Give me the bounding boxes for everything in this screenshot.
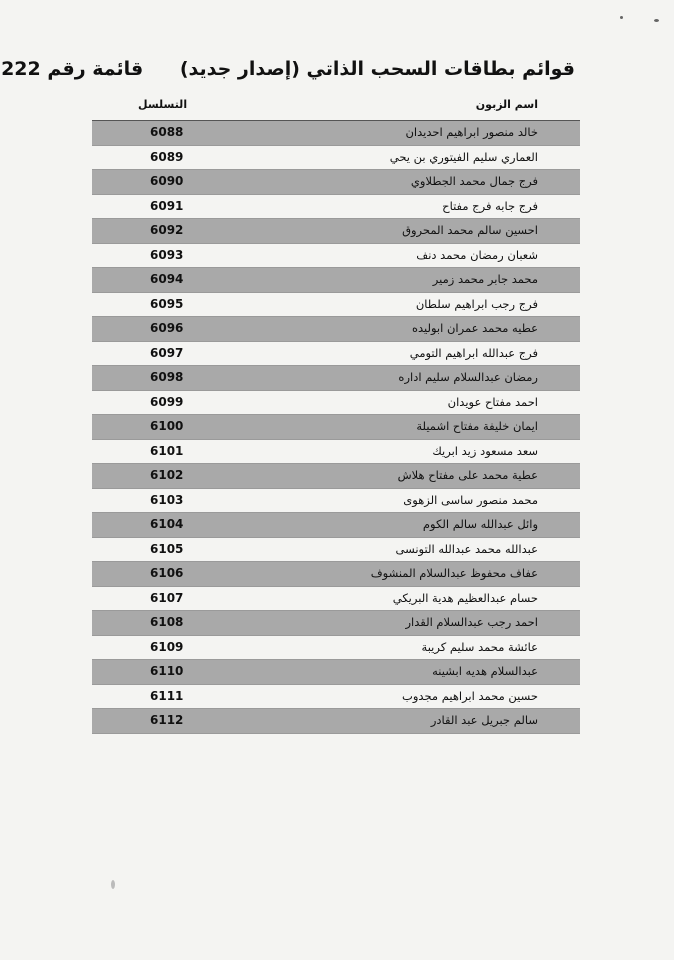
- serial-number: 6107: [150, 590, 184, 605]
- table-row: [92, 611, 580, 636]
- table-row: [92, 268, 580, 293]
- table-row: [92, 587, 580, 612]
- serial-number: 6100: [150, 419, 184, 433]
- serial-number: 6112: [150, 713, 184, 727]
- table-row: [92, 513, 580, 538]
- serial-number: 6090: [150, 174, 184, 188]
- serial-number: 6094: [150, 272, 184, 286]
- customer-name: عفاف محفوظ عبدالسلام المنشوف: [370, 566, 538, 580]
- customer-name: سعد مسعود زيد ابريك: [432, 443, 538, 458]
- table-row: [92, 293, 580, 318]
- serial-number: 6103: [150, 492, 184, 507]
- customer-name: عائشة محمد سليم كريبة: [421, 639, 538, 654]
- customer-name: سالم جبريل عبد القادر: [430, 713, 538, 727]
- table-row: [92, 146, 580, 171]
- serial-number: 6096: [150, 321, 184, 335]
- table-row: [92, 244, 580, 269]
- customer-name: فرج جمال محمد الجطلاوي: [410, 174, 538, 188]
- serial-number: 6091: [150, 198, 184, 213]
- customer-name: احمد مفتاح عويدان: [447, 394, 538, 409]
- table-row: [92, 685, 580, 710]
- customer-name: حسام عبدالعظيم هدية البريكي: [392, 590, 538, 605]
- customer-name: فرج رجب ابراهيم سلطان: [415, 296, 538, 311]
- table-row: [92, 317, 580, 342]
- serial-number: 6095: [150, 296, 184, 311]
- serial-number: 6101: [150, 443, 184, 458]
- serial-number: 6111: [150, 688, 184, 703]
- customer-name: ايمان خليفة مفتاح اشميلة: [416, 419, 538, 433]
- customer-name: حسين محمد ابراهيم مجدوب: [402, 688, 538, 703]
- serial-number: 6098: [150, 370, 184, 384]
- customer-name: خالد منصور ابراهيم احديدان: [405, 125, 538, 139]
- serial-number: 6089: [150, 149, 184, 164]
- table-row: [92, 391, 580, 416]
- customer-name: عطية محمد على مفتاح هلاش: [397, 468, 538, 482]
- customer-name: شعبان رمضان محمد دنف: [416, 247, 538, 262]
- serial-number: 6093: [150, 247, 184, 262]
- scan-speck: [620, 16, 623, 19]
- table-row: [92, 660, 580, 685]
- list-number: قائمة رقم 222: [1, 58, 144, 80]
- serial-number: 6108: [150, 615, 184, 629]
- customer-name: عبدالسلام هديه ابشينه: [432, 664, 538, 678]
- table-row: [92, 464, 580, 489]
- serial-number: 6097: [150, 345, 184, 360]
- table-row: [92, 636, 580, 661]
- scan-speck: [111, 880, 115, 889]
- customer-name: وائل عبدالله سالم الكوم: [422, 517, 538, 531]
- table-row: [92, 366, 580, 391]
- serial-number: 6106: [150, 566, 184, 580]
- table-row: [92, 195, 580, 220]
- customer-name: احمد رجب عبدالسلام القدار: [405, 615, 538, 629]
- table-row: [92, 440, 580, 465]
- serial-number: 6099: [150, 394, 184, 409]
- table-header: [92, 98, 580, 116]
- customer-name: فرج عبدالله ابراهيم التومي: [409, 345, 538, 360]
- customer-table: [92, 120, 580, 734]
- serial-number: 6088: [150, 125, 184, 139]
- table-row: [92, 170, 580, 195]
- serial-number: 6105: [150, 541, 184, 556]
- customer-name: محمد منصور ساسى الزهوى: [403, 492, 538, 507]
- customer-name: العماري سليم الفيتوري بن يحي: [389, 149, 538, 164]
- serial-number: 6092: [150, 223, 184, 237]
- customer-name: رمضان عبدالسلام سليم اداره: [398, 370, 538, 384]
- customer-name: عبدالله محمد عبدالله التونسى: [395, 541, 538, 556]
- page-title: [1, 58, 575, 80]
- customer-name: فرج جابه فرج مفتاح: [442, 198, 538, 213]
- serial-number: 6104: [150, 517, 184, 531]
- table-row: [92, 342, 580, 367]
- serial-number: 6102: [150, 468, 184, 482]
- serial-number: 6110: [150, 664, 184, 678]
- table-row: [92, 538, 580, 563]
- column-header-name: اسم الزبون: [475, 98, 538, 111]
- title-text: قوائم بطاقات السحب الذاتي (إصدار جديد): [179, 58, 575, 80]
- serial-number: 6109: [150, 639, 184, 654]
- table-row: [92, 219, 580, 244]
- table-row: [92, 415, 580, 440]
- customer-name: عطيه محمد عمران ابوليده: [411, 321, 538, 335]
- scan-speck: [654, 19, 659, 22]
- table-row: [92, 489, 580, 514]
- table-row: [92, 709, 580, 734]
- customer-name: محمد جابر محمد زمير: [432, 272, 538, 286]
- column-header-serial: التسلسل: [138, 98, 188, 111]
- table-row: [92, 562, 580, 587]
- table-row: [92, 121, 580, 146]
- customer-name: احسين سالم محمد المحروق: [402, 223, 538, 237]
